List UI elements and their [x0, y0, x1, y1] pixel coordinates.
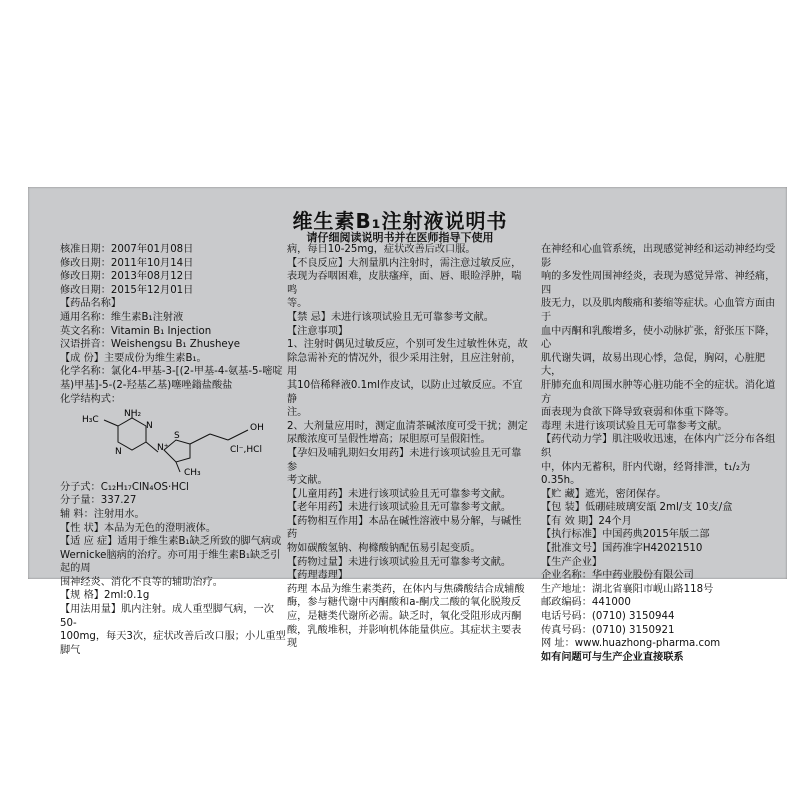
dosage-cont: 病，每日10-25mg，症状改善后改口服。 [287, 244, 476, 255]
section-ingredients: 【成 份】主要成份为维生素B₁。 [60, 352, 207, 364]
approval-date: 核准日期：2007年01月08日 [60, 244, 194, 255]
revision-date: 修改日期：2011年10月14日 [60, 257, 194, 269]
chemical-structure-diagram [60, 406, 288, 476]
section-dosage: 【用法用量】肌内注射。成人重型脚气病，一次50- [60, 604, 274, 629]
fax-number: 传真号码：(0710) 3150921 [541, 624, 675, 636]
revision-date: 修改日期：2013年08月12日 [60, 271, 194, 283]
section-standard: 【执行标准】中国药典2015年版二部 [541, 529, 710, 541]
section-pharmacology: 【药理毒理】 [287, 570, 349, 582]
column-left [60, 243, 288, 657]
precautions-text: 2、大剂量应用时，测定血清茶碱浓度可受干扰；测定 [287, 420, 528, 432]
website: 网 址：www.huazhong-pharma.com [541, 638, 721, 650]
pinyin-name: 汉语拼音：Weishengsu B₁ Zhusheye [60, 339, 241, 351]
pharmacology-text: 肌代谢失调，故易出现心悸，急促，胸闷，心脏肥大， [541, 352, 766, 378]
adverse-reactions-cont: 等。 [287, 298, 308, 310]
section-specification: 【规 格】2ml:0.1g [60, 590, 150, 602]
methyl-label: CH₃ [184, 468, 201, 477]
molecular-weight: 分子量：337.27 [60, 495, 137, 507]
company-address: 生产地址：湖北省襄阳市岘山路118号 [541, 583, 714, 595]
section-pediatric: 【儿童用药】未进行该项试验且无可靠参考文献。 [287, 488, 512, 500]
section-manufacturer: 【生产企业】 [541, 556, 603, 568]
section-indications: 【适 应 症】适用于维生素B₁缺乏所致的脚气病或 [60, 536, 282, 548]
section-package: 【包 装】低硼硅玻璃安瓿 2ml/支 10支/盒 [541, 502, 733, 514]
column-right [541, 243, 776, 664]
section-storage: 【贮 藏】遮光，密闭保存。 [541, 488, 667, 500]
precautions-text: 其10倍稀释液0.1ml作皮试，以防止过敏反应。不宜静 [287, 379, 523, 405]
section-expiry: 【有 效 期】24个月 [541, 515, 632, 527]
document-subtitle: 请仔细阅读说明书并在医师指导下使用 [306, 231, 494, 244]
section-geriatric: 【老年用药】未进行该项试验且无可靠参考文献。 [287, 502, 512, 514]
pharmacology-text: 酶，参与糖代谢中丙酮酸和a-酮戊二酸的氧化脱羧反 [287, 597, 522, 609]
pharmacokinetics-cont: 中，体内无蓄积，肝内代谢，经肾排泄，t₁/₂为0.35h。 [541, 461, 751, 487]
sulfur-label: S [174, 431, 180, 442]
pharmacology-text: 药理 本品为维生素类药，在体内与焦磷酸结合成辅酸 [287, 583, 525, 595]
indications-cont: Wernicke脑病的治疗。亦可用于维生素B₁缺乏引起的周 [60, 549, 281, 575]
indications-cont: 围神经炎、消化不良等的辅助治疗。 [60, 576, 223, 588]
pharmacology-text: 肝肺充血和周围水肿等心脏功能不全的症状。消化道方 [541, 379, 776, 405]
document-title: 维生素B₁注射液说明书 [292, 209, 508, 233]
column-middle [287, 243, 529, 651]
section-contraindications: 【禁 忌】未进行该项试验且无可靠参考文献。 [287, 311, 494, 323]
precautions-text: 尿酸浓度可呈假性增高；尿胆原可呈假阳性。 [287, 434, 491, 446]
interactions-cont: 物如碳酸氢钠、枸橼酸钠配伍易引起变质。 [287, 543, 481, 555]
amino-label: NH₂ [124, 409, 142, 420]
chemical-name: 化学名称：氯化4-甲基-3-[(2-甲基-4-氨基-5-嘧啶 [60, 366, 283, 378]
section-appearance: 【性 状】本品为无色的澄明液体。 [60, 522, 217, 534]
molecular-formula: 分子式：C₁₂H₁₇ClN₄OS·HCl [60, 481, 189, 493]
pharmacology-text: 血中丙酮和乳酸增多，使小动脉扩张，舒张压下降，心 [541, 325, 776, 351]
pharmacology-text: 响的多发性周围神经炎，表现为感觉异常、神经痛，四 [541, 271, 776, 296]
pharmacology-text: 肢无力，以及肌肉酸痛和萎缩等症状。心血管方面由于 [541, 298, 776, 323]
toxicology-text: 毒理 未进行该项试验且无可靠参考文献。 [541, 420, 728, 432]
ring-n-label: N [115, 447, 122, 458]
company-name: 企业名称：华中药业股份有限公司 [541, 570, 694, 582]
section-interactions: 【药物相互作用】本品在碱性溶液中易分解，与碱性药 [287, 515, 522, 541]
postal-code: 邮政编码：441000 [541, 597, 631, 609]
revision-date: 修改日期：2015年12月01日 [60, 284, 194, 296]
methyl-label: H₃C [82, 415, 99, 426]
ring-n-label: N [146, 421, 153, 432]
precautions-text: 除急需补充的情况外，很少采用注射，且应注射前，用 [287, 352, 522, 378]
contact-footer: 如有问题可与生产企业直接联系 [541, 651, 684, 663]
section-precautions: 【注意事项】 [287, 325, 349, 337]
phone-number: 电话号码：(0710) 3150944 [541, 611, 675, 623]
section-pregnancy: 【孕妇及哺乳期妇女用药】未进行该项试验且无可靠参 [287, 447, 522, 473]
pregnancy-cont: 考文献。 [287, 475, 328, 487]
adverse-reactions-cont: 表现为吞咽困难，皮肤瘙痒，面、唇、眼睑浮肿，喘鸣 [287, 271, 522, 296]
section-pharmacokinetics: 【药代动力学】肌注吸收迅速，在体内广泛分布各组织 [541, 434, 776, 459]
precautions-text: 1、注射时偶见过敏反应，个别可发生过敏性休克，故 [287, 339, 528, 351]
section-drug-name: 【药品名称】 [60, 298, 122, 310]
pharmacology-text: 面表现为食欲下降导致衰弱和体重下降等。 [541, 407, 735, 419]
pharmacology-text: 在神经和心血管系统，出现感觉神经和运动神经均受影 [541, 244, 776, 269]
excipients: 辅 料：注射用水。 [60, 508, 145, 520]
section-adverse-reactions: 【不良反应】大剂量肌内注射时，需注意过敏反应， [287, 257, 522, 269]
pharmacology-text: 应，是糖类代谢所必需。缺乏时，氧化受阻形成丙酮 [287, 611, 522, 623]
pharmacology-text: 酸，乳酸堆积，并影响机体能量供应。其症状主要表现 [287, 624, 522, 650]
section-approval-number: 【批准文号】国药准字H42021510 [541, 543, 703, 555]
chemical-name-cont: 基)甲基]-5-(2-羟基乙基)噻唑鎓盐酸盐 [60, 379, 233, 391]
dosage-cont: 100mg，每天3次，症状改善后改口服；小儿重型脚气 [60, 631, 286, 656]
structure-label: 化学结构式： [60, 393, 122, 405]
counterion-label: Cl⁻,HCl [230, 445, 262, 456]
section-overdose: 【药物过量】未进行该项试验且无可靠参考文献。 [287, 556, 512, 568]
thiazolium-n-label: N⁺ [157, 443, 169, 454]
hydroxyl-label: OH [250, 423, 264, 434]
generic-name: 通用名称：维生素B₁注射液 [60, 311, 184, 323]
precautions-text: 注。 [287, 407, 308, 419]
english-name: 英文名称：Vitamin B₁ Injection [60, 325, 212, 337]
